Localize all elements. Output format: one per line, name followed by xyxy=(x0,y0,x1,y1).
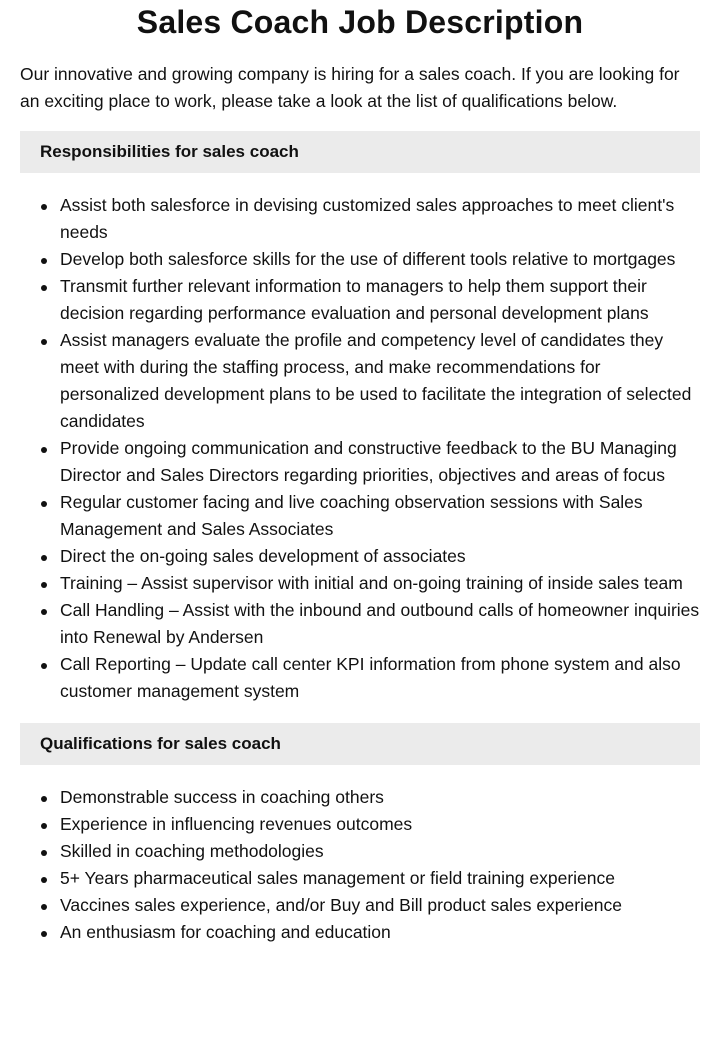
bullet-icon xyxy=(41,555,47,561)
list-item-text: An enthusiasm for coaching and education xyxy=(60,922,391,942)
list-item xyxy=(20,784,700,811)
list-item-text: Assist managers evaluate the profile and competency level of candidates they meet with during the staffing process, and make recommendations for personalized development plans to be used to facilitate the integration of selected candidates xyxy=(60,330,692,431)
list-item xyxy=(20,892,700,919)
list-item-text: Demonstrable success in coaching others xyxy=(60,787,384,807)
list-item-text: Develop both salesforce skills for the use of different tools relative to mortgages xyxy=(60,249,676,269)
list-item-text: Assist both salesforce in devising customized sales approaches to meet client's needs xyxy=(60,195,675,242)
list-item-text: Direct the on-going sales development of associates xyxy=(60,546,466,566)
list-item xyxy=(20,273,700,327)
bullet-icon xyxy=(41,904,47,910)
list-item-text: Call Reporting – Update call center KPI information from phone system and also customer management system xyxy=(60,654,681,701)
list-item-text: Call Handling – Assist with the inbound and outbound calls of homeowner inquiries into Renewal by Andersen xyxy=(60,600,700,647)
list-item-text: Transmit further relevant information to managers to help them support their decision regarding performance evaluation and personal development plans xyxy=(60,276,649,323)
bullet-icon xyxy=(41,339,47,345)
list-item xyxy=(20,865,700,892)
bullet-icon xyxy=(41,663,47,669)
list-item xyxy=(20,811,700,838)
list-item xyxy=(20,192,700,246)
bullet-icon xyxy=(41,877,47,883)
list-item xyxy=(20,327,700,435)
list-item-text: Training – Assist supervisor with initial and on-going training of inside sales team xyxy=(60,573,683,593)
list-item-text: Experience in influencing revenues outcomes xyxy=(60,814,413,834)
responsibilities-header: Responsibilities for sales coach xyxy=(20,131,700,173)
list-item-text: Provide ongoing communication and constructive feedback to the BU Managing Director and Sales Directors regarding priorities, objectives and areas of focus xyxy=(60,438,677,485)
list-item-text: Regular customer facing and live coaching observation sessions with Sales Management and Sales Associates xyxy=(60,492,643,539)
list-item xyxy=(20,570,700,597)
bullet-icon xyxy=(41,447,47,453)
bullet-icon xyxy=(41,609,47,615)
qualifications-list xyxy=(20,784,700,946)
list-item-text: Skilled in coaching methodologies xyxy=(60,841,324,861)
responsibilities-list xyxy=(20,192,700,705)
list-item xyxy=(20,489,700,543)
bullet-icon xyxy=(41,931,47,937)
bullet-icon xyxy=(41,501,47,507)
intro-paragraph: Our innovative and growing company is hiring for a sales coach. If you are looking for an exciting place to work, please take a look at the list of qualifications below. xyxy=(20,64,680,111)
bullet-icon xyxy=(41,204,47,210)
bullet-icon xyxy=(41,823,47,829)
bullet-icon xyxy=(41,582,47,588)
qualifications-header: Qualifications for sales coach xyxy=(20,723,700,765)
list-item xyxy=(20,246,700,273)
bullet-icon xyxy=(41,285,47,291)
list-item xyxy=(20,597,700,651)
bullet-icon xyxy=(41,258,47,264)
list-item xyxy=(20,543,700,570)
list-item-text: Vaccines sales experience, and/or Buy and Bill product sales experience xyxy=(60,895,622,915)
bullet-icon xyxy=(41,796,47,802)
bullet-icon xyxy=(41,850,47,856)
list-item xyxy=(20,919,700,946)
list-item xyxy=(20,651,700,705)
list-item xyxy=(20,435,700,489)
list-item xyxy=(20,838,700,865)
page-title: Sales Coach Job Description xyxy=(136,4,584,40)
list-item-text: 5+ Years pharmaceutical sales management or field training experience xyxy=(60,868,615,888)
